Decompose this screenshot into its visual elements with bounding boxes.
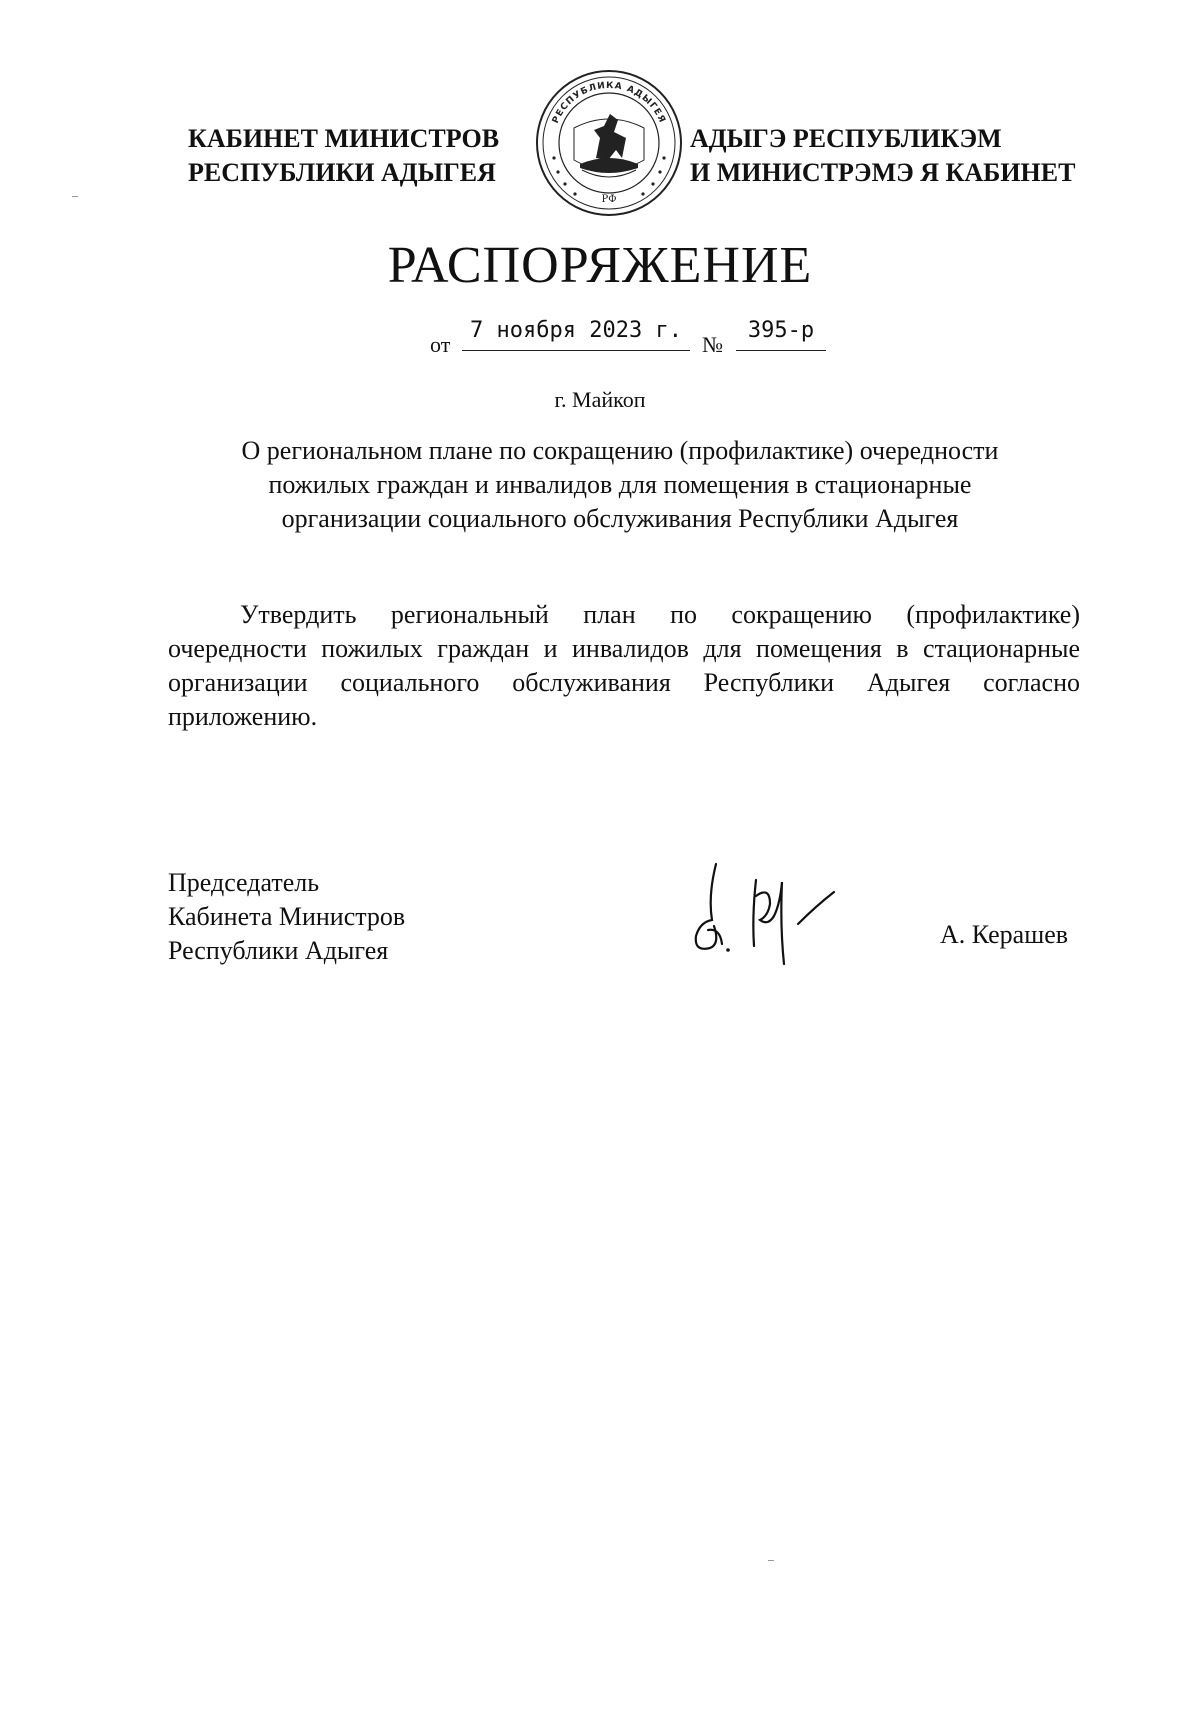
document-date: 7 ноября 2023 г. [462, 318, 690, 351]
issuer-name-line: АДЫГЭ РЕСПУБЛИКЭМ [690, 124, 1002, 153]
issuer-name-adyghe [690, 122, 1075, 190]
scan-speck [72, 196, 78, 197]
issuer-name-line: РЕСПУБЛИКИ АДЫГЕЯ [188, 158, 496, 187]
signatory-position [168, 866, 405, 968]
scan-speck [768, 1560, 774, 1561]
document-subject [190, 434, 1050, 536]
document-body [168, 598, 1080, 734]
position-line: Республики Адыгея [168, 936, 389, 965]
body-line: очередности пожилых граждан и инвалидов для помещения в стационарные [168, 634, 1080, 663]
handwritten-signature [690, 856, 850, 966]
signatory-name: А. Керашев [940, 920, 1069, 949]
document-number: 395-р [736, 318, 826, 351]
coat-of-arms-emblem [534, 68, 684, 218]
subject-line: О региональном плане по сокращению (профилактике) очередности [241, 436, 999, 465]
issuer-name-line: КАБИНЕТ МИНИСТРОВ [188, 124, 500, 153]
document-title: РАСПОРЯЖЕНИЕ [387, 237, 813, 294]
emblem-bottom-text: РФ [601, 194, 617, 205]
position-line: Кабинета Министров [168, 902, 406, 931]
body-line: приложению. [168, 702, 318, 731]
emblem-ring-text: РЕСПУБЛИКА АДЫГЕЯ [550, 80, 668, 126]
body-line: организации социального обслуживания Республики Адыгея согласно [168, 668, 1080, 697]
issuer-name-line: И МИНИСТРЭМЭ Я КАБИНЕТ [690, 158, 1076, 187]
number-label: № [702, 332, 723, 357]
subject-line: пожилых граждан и инвалидов для помещения в стационарные [268, 470, 972, 499]
position-line: Председатель [168, 868, 320, 897]
document-city: г. Майкоп [554, 387, 646, 412]
date-label: от [430, 332, 451, 357]
issuer-name-russian [188, 122, 499, 190]
body-line: Утвердить региональный план по сокращению (профилактике) [240, 600, 1080, 629]
subject-line: организации социального обслуживания Республики Адыгея [281, 504, 959, 533]
